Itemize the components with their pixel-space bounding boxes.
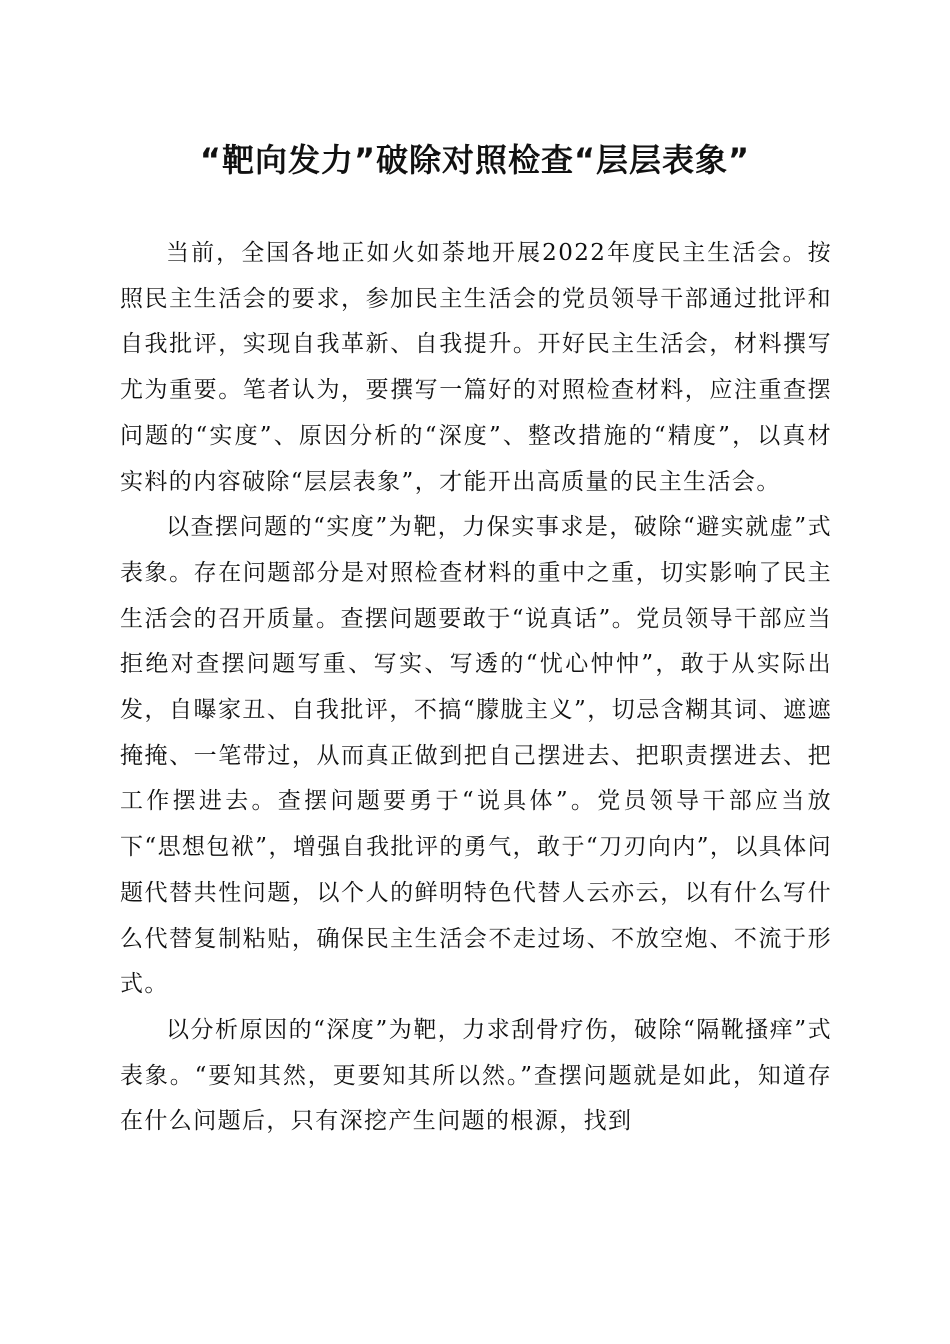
paragraph-problem-finding: 以查摆问题的“实度”为靶，力保实事求是，破除“避实就虚”式表象。存在问题部分是对照检查材料的重中之重，切实影响了民主生活会的召开质量。查摆问题要敢于“说真话”。党员领导干部应当拒绝对查摆问题写重、写实、写透的“忧心忡忡”，敢于从实际出发，自曝家丑、自我批评，不搞“朦胧主义”，切忌含糊其词、遮遮掩掩、一笔带过，从而真正做到把自己摆进去、把职责摆进去、把工作摆进去。查摆问题要勇于“说具体”。党员领导干部应当放下“思想包袱”，增强自我批评的勇气，敢于“刀刃向内”，以具体问题代替共性问题，以个人的鲜明特色代替人云亦云，以有什么写什么代替复制粘贴，确保民主生活会不走过场、不放空炮、不流于形式。 [120, 514, 832, 998]
document-body [120, 231, 832, 1145]
document-title: “靶向发力”破除对照检查“层层表象” [199, 141, 751, 179]
paragraph-cause-analysis: 以分析原因的“深度”为靶，力求刮骨疗伤，破除“隔靴搔痒”式表象。“要知其然，更要知其所以然。”查摆问题就是如此，知道存在什么问题后，只有深挖产生问题的根源，找到 [120, 1016, 832, 1135]
paragraph-intro: 当前，全国各地正如火如荼地开展2022年度民主生活会。按照民主生活会的要求，参加民主生活会的党员领导干部通过批评和自我批评，实现自我革新、自我提升。开好民主生活会，材料撰写尤为重要。笔者认为，要撰写一篇好的对照检查材料，应注重查摆问题的“实度”、原因分析的“深度”、整改措施的“精度”，以真材实料的内容破除“层层表象”，才能开出高质量的民主生活会。 [120, 240, 832, 495]
